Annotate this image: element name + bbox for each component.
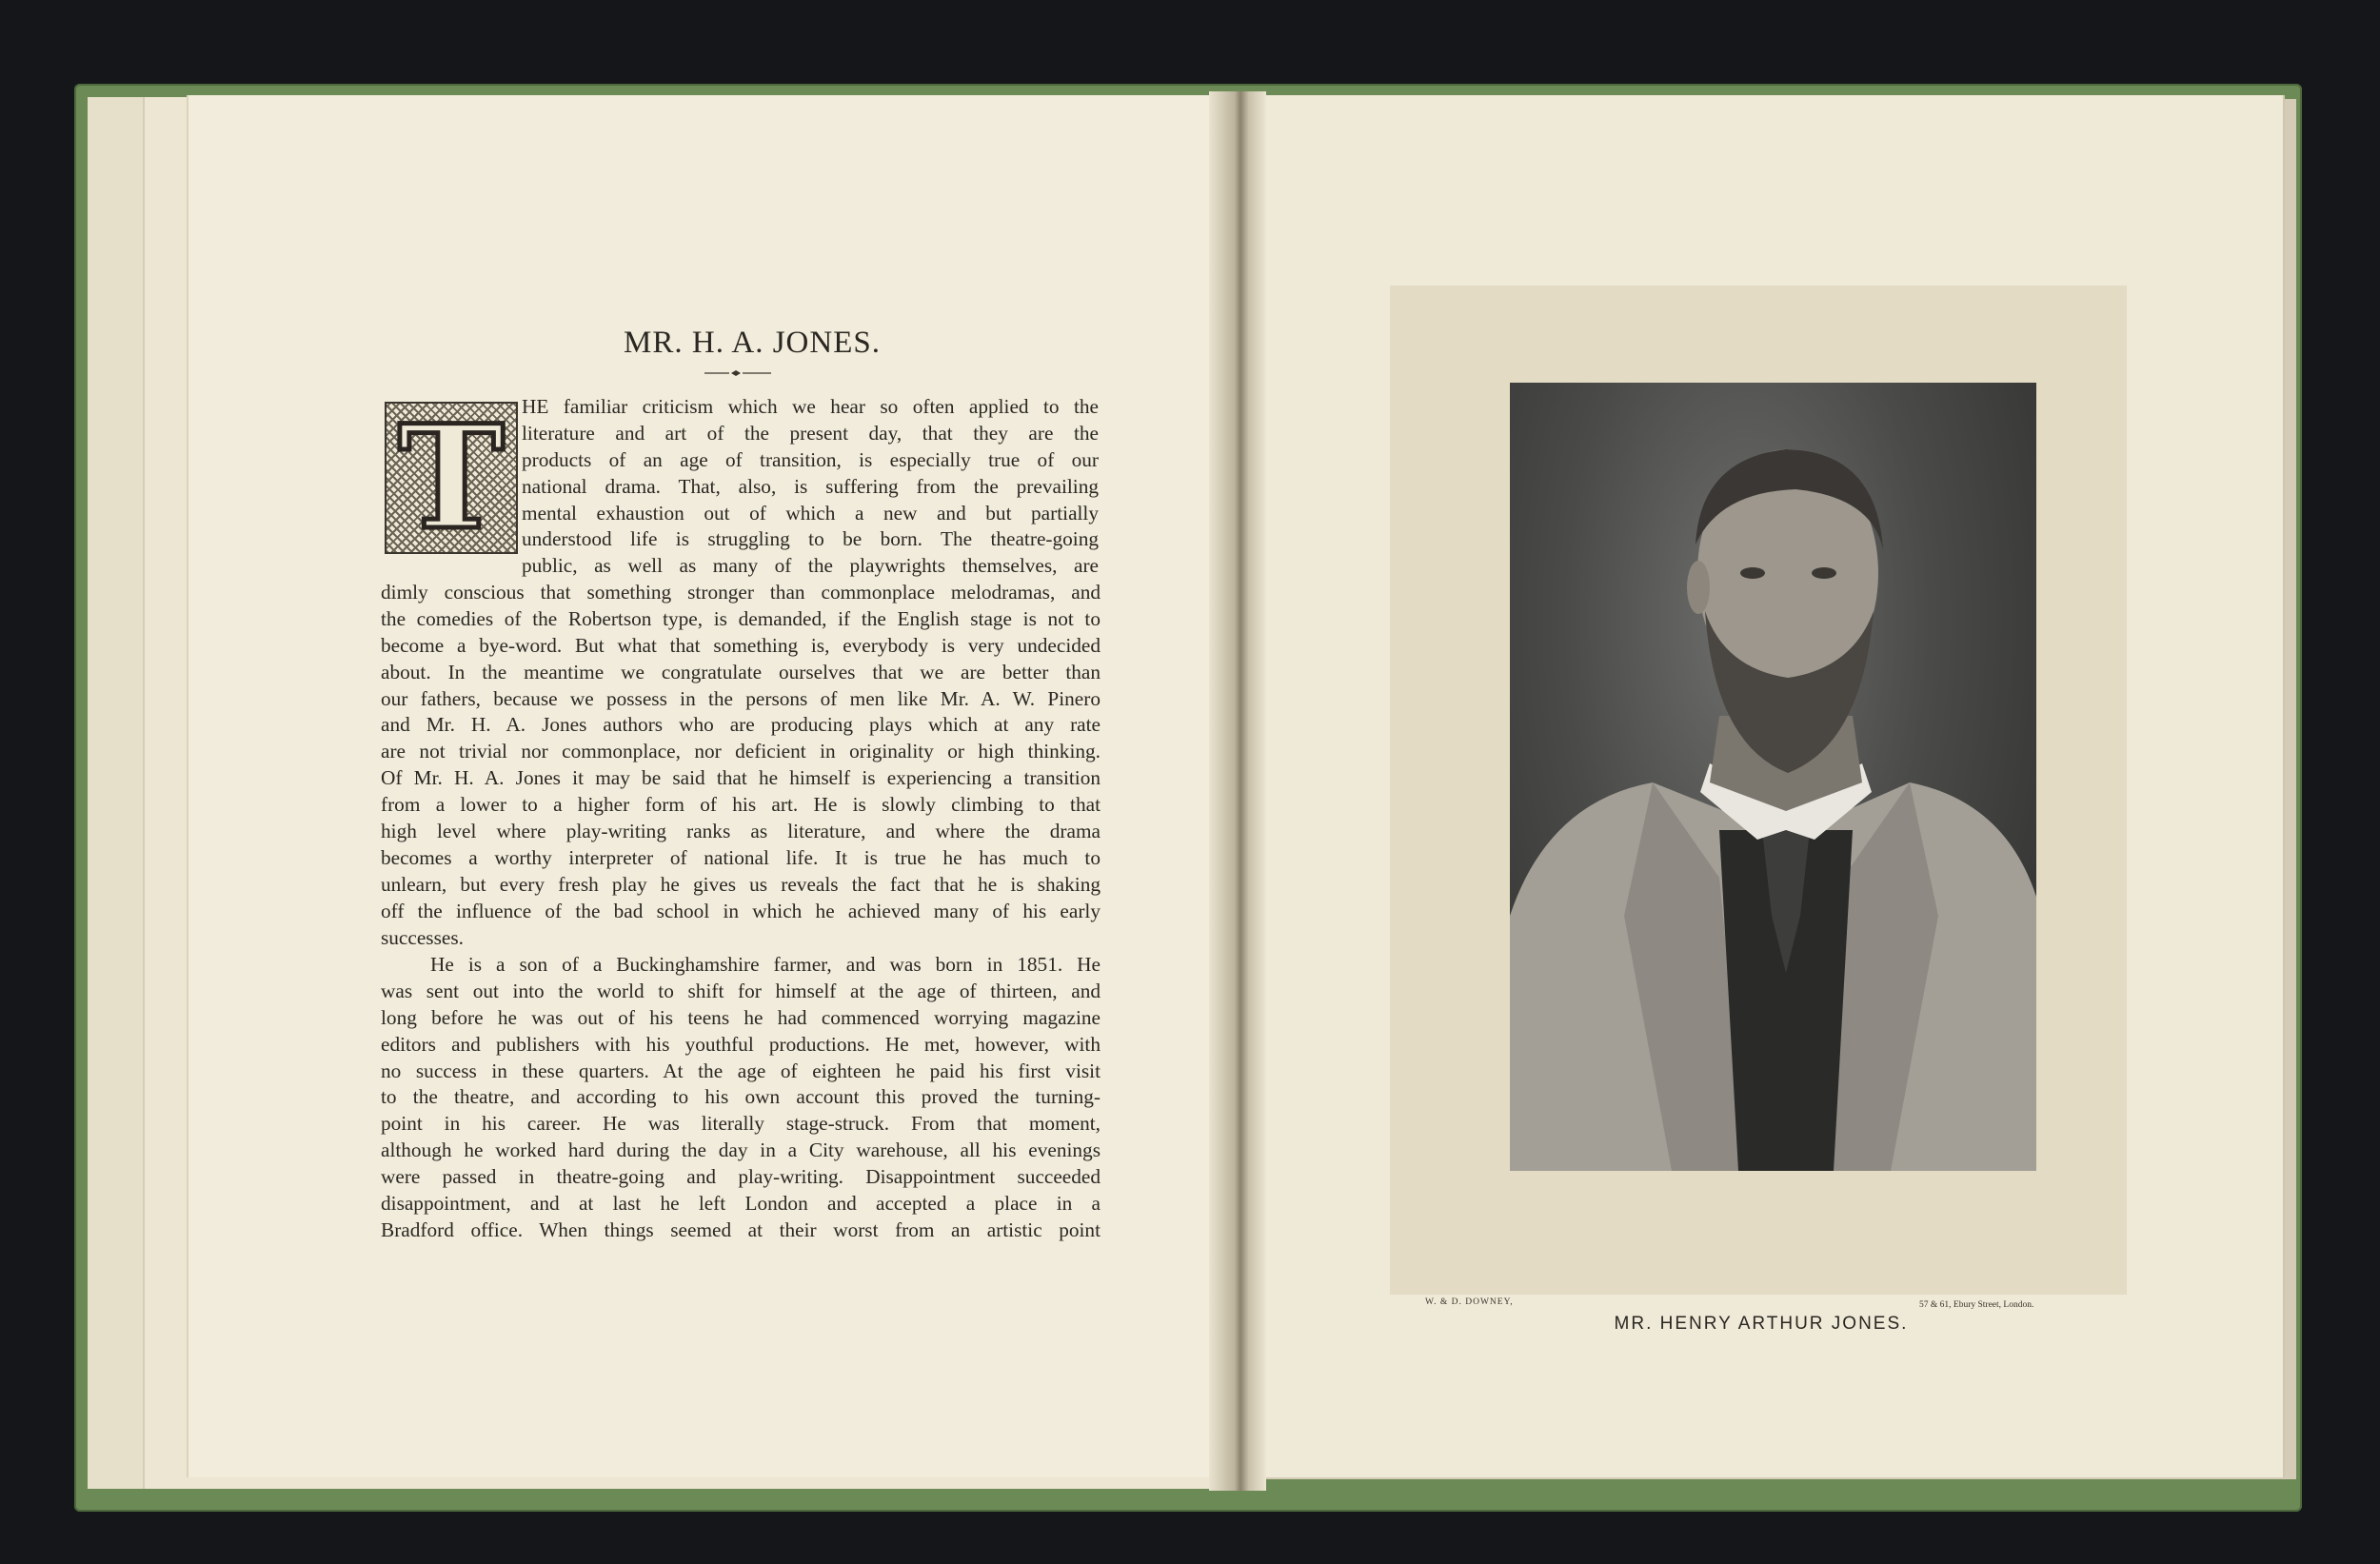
- text-line: understood life is struggling to be born. The theatre-going: [522, 527, 1099, 551]
- text-line: disappointment, and at last he left London and accepted a place in a: [381, 1192, 1101, 1216]
- text-line: point in his career. He was literally stage-struck. From that moment,: [381, 1112, 1101, 1136]
- text-line: literature and art of the present day, that they are the: [522, 421, 1099, 445]
- text-line: successes.: [381, 925, 464, 949]
- text-line: HE familiar criticism which we hear so often applied to the: [522, 395, 1099, 418]
- text-line: from a lower to a higher form of his art. He is slowly climbing to that: [381, 793, 1101, 817]
- studio-address: 57 & 61, Ebury Street, London.: [1919, 1300, 2034, 1310]
- text-line: are not trivial nor commonplace, nor deficient in originality or high thinking.: [381, 740, 1101, 763]
- portrait-photograph: [1510, 383, 2036, 1171]
- drop-cap-letter: T: [398, 394, 505, 562]
- text-line: our fathers, because we possess in the persons of men like Mr. A. W. Pinero: [381, 686, 1101, 710]
- text-line: national drama. That, also, is suffering from the prevailing: [522, 474, 1099, 498]
- decorative-drop-cap: [385, 394, 518, 562]
- text-line: although he worked hard during the day in a City warehouse, all his evenings: [381, 1138, 1101, 1162]
- text-line: was sent out into the world to shift for himself at the age of thirteen, and: [381, 979, 1101, 1002]
- text-line: the comedies of the Robertson type, is demanded, if the English stage is not to: [381, 606, 1101, 630]
- text-line: mental exhaustion out of which a new and but partially: [522, 501, 1099, 525]
- text-line: were passed in theatre-going and play-writing. Disappointment succeeded: [381, 1165, 1101, 1189]
- paragraph-2: [381, 952, 1101, 1244]
- text-line: public, as well as many of the playwrights themselves, are: [522, 554, 1099, 578]
- text-line: become a bye-word. But what that something is, everybody is very undecided: [381, 633, 1101, 657]
- text-line: to the theatre, and according to his own account this proved the turning-: [381, 1085, 1101, 1109]
- text-line: about. In the meantime we congratulate ourselves that we are better than: [381, 660, 1101, 683]
- text-line: Of Mr. H. A. Jones it may be said that he himself is experiencing a transition: [381, 766, 1101, 790]
- photographer-credit: W. & D. DOWNEY,: [1425, 1297, 1514, 1307]
- portrait-caption: MR. HENRY ARTHUR JONES.: [1614, 1314, 1909, 1334]
- article-title: MR. H. A. JONES.: [624, 326, 881, 360]
- text-line: off the influence of the bad school in which he achieved many of his early: [381, 899, 1101, 922]
- book-gutter: [1209, 91, 1266, 1491]
- text-line: becomes a worthy interpreter of national life. It is true he has much to: [381, 845, 1101, 869]
- paragraph-1-continued: [381, 580, 1101, 951]
- paragraph-1-beside-cap: [522, 394, 1099, 580]
- text-line: and Mr. H. A. Jones authors who are producing plays which at any rate: [381, 713, 1101, 737]
- text-line: editors and publishers with his youthful productions. He met, however, with: [381, 1032, 1101, 1056]
- text-line: no success in these quarters. At the age of eighteen he paid his first visit: [381, 1059, 1101, 1082]
- text-line: dimly conscious that something stronger than commonplace melodramas, and: [381, 581, 1101, 604]
- title-ornament: [704, 369, 771, 377]
- text-line: high level where play-writing ranks as literature, and where the drama: [381, 820, 1101, 843]
- text-line: Bradford office. When things seemed at their worst from an artistic point: [381, 1218, 1101, 1241]
- text-line: products of an age of transition, is especially true of our: [522, 447, 1099, 471]
- text-line: unlearn, but every fresh play he gives us reveals the fact that he is shaking: [381, 872, 1101, 896]
- text-line: He is a son of a Buckinghamshire farmer, and was born in 1851. He: [430, 953, 1101, 976]
- text-line: long before he was out of his teens he had commenced worrying magazine: [381, 1005, 1101, 1029]
